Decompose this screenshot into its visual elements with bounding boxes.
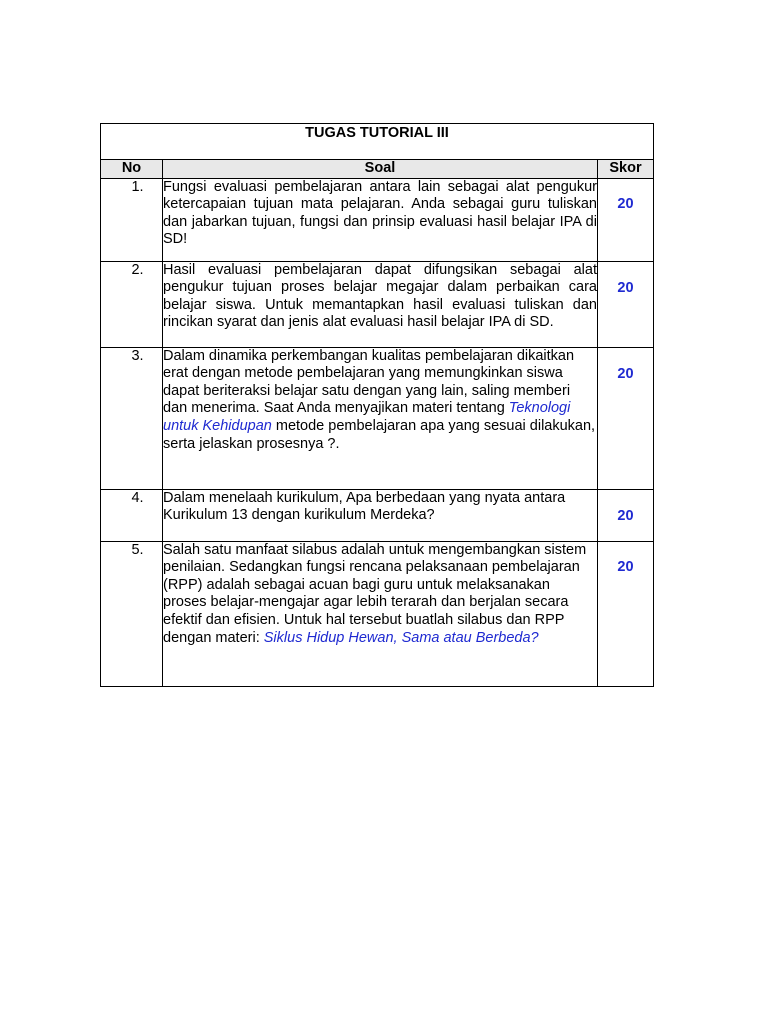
table-title: TUGAS TUTORIAL III <box>305 125 449 141</box>
topic-emphasis: Teknologi untuk Kehidupan <box>163 400 571 434</box>
table-row <box>101 347 654 489</box>
row-number: 5. <box>131 541 144 558</box>
row-number: 1. <box>131 178 144 195</box>
table-row <box>101 489 654 541</box>
score-value: 20 <box>617 195 634 212</box>
row-number: 3. <box>131 347 144 364</box>
header-no: No <box>101 160 163 179</box>
table-row <box>101 178 654 261</box>
question-text: Fungsi evaluasi pembelajaran antara lain sebagai alat pengukur ketercapaian tujuan mata pelajaran. Anda sebagai guru tuliskan dan jabarkan tujuan, fungsi dan prinsip evaluasi hasil belajar IPA di SD! <box>163 178 597 248</box>
question-text: Dalam dinamika perkembangan kualitas pembelajaran dikaitkan erat dengan metode pembelajaran yang memungkinkan siswa dapat beriteraksi belajar satu dengan yang lain, saling memberi dan menerima. Saat Anda menyajikan materi tentang Teknologi untuk Kehidupan metode pembelajaran apa yang sesuai dilakukan, serta jelaskan prosesnya ?. <box>163 347 596 452</box>
row-number: 4. <box>131 489 144 506</box>
score-value: 20 <box>617 365 634 382</box>
question-text: Dalam menelaah kurikulum, Apa berbedaan yang nyata antara Kurikulum 13 dengan kurikulum Merdeka? <box>163 489 566 524</box>
table-title-cell <box>101 124 654 160</box>
score-value: 20 <box>617 279 634 296</box>
question-text: Hasil evaluasi pembelajaran dapat difungsikan sebagai alat pengukur tujuan proses belajar megajar dalam perbaikan cara belajar siswa. Untuk memantapkan hasil evaluasi tuliskan dan rincikan syarat dan jenis alat evaluasi hasil belajar IPA di SD. <box>163 261 597 331</box>
table-row <box>101 261 654 347</box>
assignment-table <box>100 123 654 687</box>
question-text: Salah satu manfaat silabus adalah untuk mengembangkan sistem penilaian. Sedangkan fungsi rencana pelaksanaan pembelajaran (RPP) adalah sebagai acuan bagi guru untuk melaksanakan proses belajar-mengajar agar lebih terarah dan berjalan secara efektif dan efisien. Untuk hal tersebut buatlah silabus dan RPP dengan materi: Siklus Hidup Hewan, Sama atau Berbeda? <box>163 541 587 646</box>
topic-emphasis: Siklus Hidup Hewan, Sama atau Berbeda? <box>263 629 539 646</box>
score-value: 20 <box>617 558 634 575</box>
row-number: 2. <box>131 261 144 278</box>
table-row <box>101 541 654 686</box>
header-soal: Soal <box>163 160 598 179</box>
score-value: 20 <box>617 507 634 524</box>
header-skor: Skor <box>597 160 653 179</box>
table-header-row <box>101 160 654 179</box>
